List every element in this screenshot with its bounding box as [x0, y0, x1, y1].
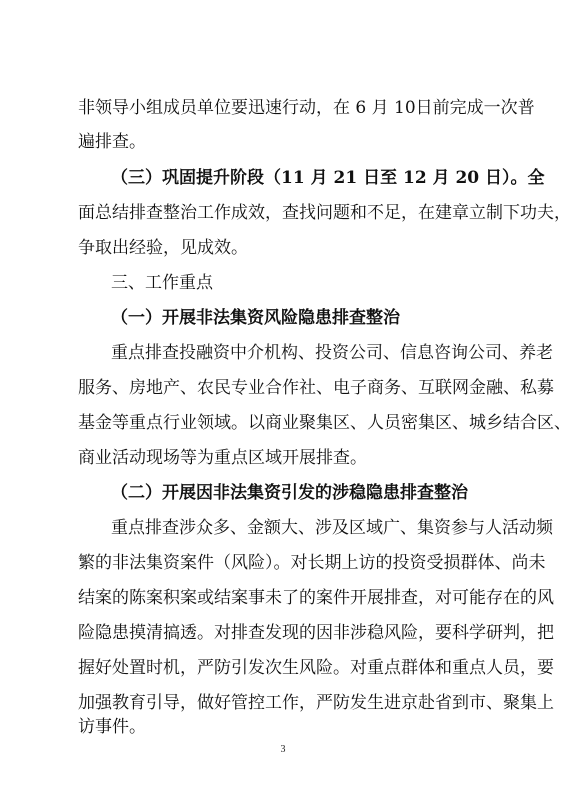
text-line: 面总结排查整治工作成效，查找问题和不足，在建章立制下功夫，: [78, 203, 571, 223]
subsection-heading: （二）开展因非法集资引发的涉稳隐患排查整治: [111, 483, 468, 503]
section-heading: （三）巩固提升阶段（11 月 21 日至 12 月 20 日）。全: [111, 168, 545, 188]
text-line: 加强教育引导，做好管控工作，严防发生进京赴省到市、聚集上: [78, 693, 554, 713]
page-number: 3: [280, 744, 286, 755]
subsection-heading: （一）开展非法集资风险隐患排查整治: [111, 308, 400, 328]
text-line: 重点排查涉众多、金额大、涉及区域广、集资参与人活动频: [111, 518, 553, 538]
text-line: 商业活动现场等为重点区域开展排查。: [78, 448, 367, 468]
text-line: 非领导小组成员单位要迅速行动，在 6 月 10日前完成一次普: [78, 98, 535, 118]
text-line: 争取出经验，见成效。: [78, 238, 248, 258]
text-line: 重点排查投融资中介机构、投资公司、信息咨询公司、养老: [111, 343, 553, 363]
section-heading: 三、工作重点: [111, 273, 213, 293]
text-line: 握好处置时机，严防引发次生风险。对重点群体和重点人员，要: [78, 658, 554, 678]
text-line: 服务、房地产、农民专业合作社、电子商务、互联网金融、私募: [78, 378, 554, 398]
text-line: 基金等重点行业领域。以商业聚集区、人员密集区、城乡结合区、: [78, 413, 571, 433]
text-line: 繁的非法集资案件（风险）。对长期上访的投资受损群体、尚未: [78, 553, 546, 573]
text-line: 遍排查。: [78, 132, 146, 152]
text-line: 险隐患摸清搞透。对排查发现的因非涉稳风险，要科学研判，把: [78, 623, 554, 643]
text-line: 访事件。: [78, 717, 146, 737]
text-line: 结案的陈案积案或结案事未了的案件开展排查，对可能存在的风: [78, 588, 554, 608]
